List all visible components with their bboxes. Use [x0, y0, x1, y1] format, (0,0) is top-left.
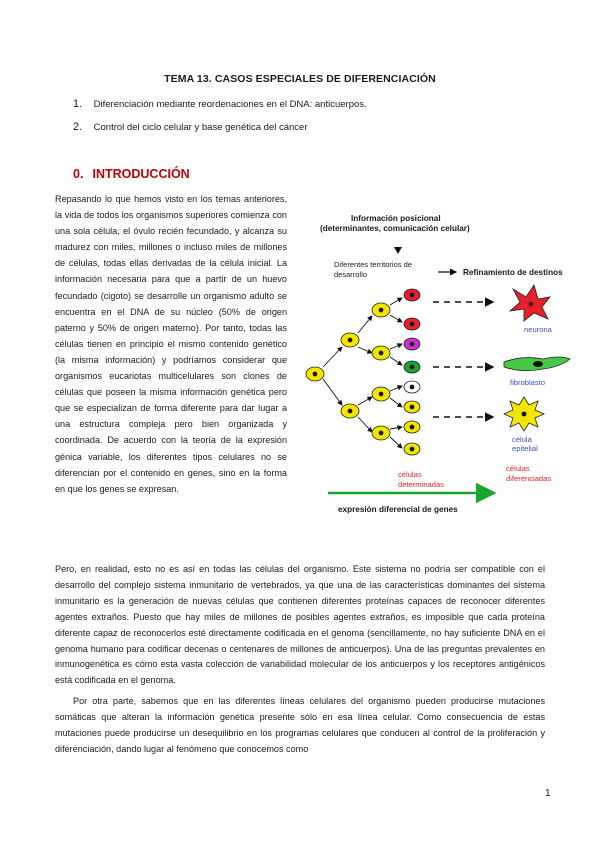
cell-gen2-d — [372, 426, 390, 440]
cell-final-green — [404, 361, 420, 373]
toc-text: Diferenciación mediante reordenaciones en el DNA: anticuerpos. — [93, 99, 367, 110]
toc-item-2 — [73, 121, 533, 133]
cell-final-yellow-2 — [404, 421, 420, 433]
cell-gen2-b — [372, 346, 390, 360]
epithelial-label-line1: célula — [512, 435, 532, 444]
fibroblast-label: fibroblasto — [510, 378, 546, 387]
determined-label-line1: células — [398, 470, 422, 479]
paragraph-immune: Pero, en realidad, esto no es así en todas las células del organismo. Este sistema no podría ser compatible con el desarrollo del complejo sistema inmunitario de vertebrados, ya que una de las características dominantes del sistema inmunitario es la generación de nuevas células que contienen diferentes proteínas capaces de reconocer diferentes agentes extraños. Puesto que hay miles de millones de posibles agentes extraños, es imposible que cada proteína diferente capaz de reconocerlos esté directamente codificada en el genoma (sencillamente, no hay suficiente DNA en el genoma humano para codificar decenas o centenares de millones de anticuerpos). Una de las preguntas prevalentes en inmunogenética es cómo esta vasta colección de variabilidad molecular de los anticuerpos y los receptores antigénicos está codificada en el genoma. — [55, 564, 545, 686]
info-title-line1: Información posicional — [351, 214, 441, 223]
lineage-arrows — [323, 298, 402, 448]
fibroblast-cell — [504, 357, 570, 371]
toc-text: Control del ciclo celular y base genética del cáncer — [93, 122, 308, 133]
paragraph-intro: Repasando lo que hemos visto en los temas anteriores, la vida de todos los organismos superiores comienza con una sola célula, el óvulo recién fecundado, y alcanza su madurez con miles, millones o incluso miles de millones de células, todas ellas derivadas de la célula inicial. La información necesaria para que a partir de un huevo fecundado (cigoto) se desarrolle un organismo adulto se encuentra en el DNA de su núcleo (50% de origen paterno y 50% de origen materno). Por tanto, todas las células tienen en principio el mismo contenido genético (la misma información) y podríamos considerar que organismos eucariotas multicelulares son clones de células que poseen la misma información genética pero que se especializan de forma diferente para dar lugar a una estructura compleja pero bien organizada y coordinada. De acuerdo con la teoría de la expresión génica variable, los diferentes tipos celulares no se diferencian por el contenido en genes, sino en la forma en que los genes se expresan. — [55, 194, 287, 494]
down-arrow-icon — [394, 247, 402, 254]
differentiated-label-line2: diferenciadas — [506, 474, 552, 483]
refinement-label: Refinamiento de destinos — [463, 268, 563, 277]
cell-gen2-c — [372, 387, 390, 401]
toc-number: 1. — [73, 98, 83, 110]
cell-gen1-top — [341, 333, 359, 347]
paragraph-mutations: Por otra parte, sabemos que en las diferentes líneas celulares del organismo pueden producirse mutaciones somáticas que alteran la información genética presente sólo en esa línea celular. Como consecuencia de estas mutaciones puede producirse un desequilibrio en los programas celulares que conducen al control de la proliferación y diferenciación, dando lugar al fenómeno que conocemos como — [55, 696, 545, 754]
expression-label: expresión diferencial de genes — [338, 505, 458, 514]
zygote-cell — [306, 367, 324, 381]
section-title: INTRODUCCIÓN — [92, 167, 190, 181]
toc-item-1 — [73, 98, 533, 110]
cell-gen2-a — [372, 303, 390, 317]
info-title-line2: (determinantes, comunicación celular) — [320, 224, 470, 233]
section-number: 0. — [73, 167, 84, 181]
section-heading — [73, 167, 190, 181]
neuron-label: neurona — [524, 325, 552, 334]
neuron-cell — [510, 285, 550, 321]
epithelial-cell — [504, 397, 544, 431]
cell-final-yellow-3 — [404, 443, 420, 455]
cell-final-yellow-1 — [404, 401, 420, 413]
refinement-arrows — [433, 302, 493, 417]
cell-group — [306, 289, 420, 455]
differentiation-diagram — [298, 207, 590, 527]
territories-line1: Diferentes territorios de — [334, 260, 412, 269]
cell-final-white — [404, 381, 420, 393]
cell-final-red-1 — [404, 289, 420, 301]
document-title: TEMA 13. CASOS ESPECIALES DE DIFERENCIACIÓN — [164, 73, 436, 85]
cell-gen1-bottom — [341, 404, 359, 418]
territories-line2: desarrollo — [334, 270, 367, 279]
cell-final-magenta — [404, 338, 420, 350]
cell-final-red-2 — [404, 318, 420, 330]
epithelial-label-line2: epitelial — [512, 444, 538, 453]
page-number: 1 — [545, 788, 551, 799]
differentiated-label-line1: células — [506, 464, 530, 473]
determined-label-line2: determinadas — [398, 480, 445, 489]
toc-number: 2. — [73, 121, 83, 133]
